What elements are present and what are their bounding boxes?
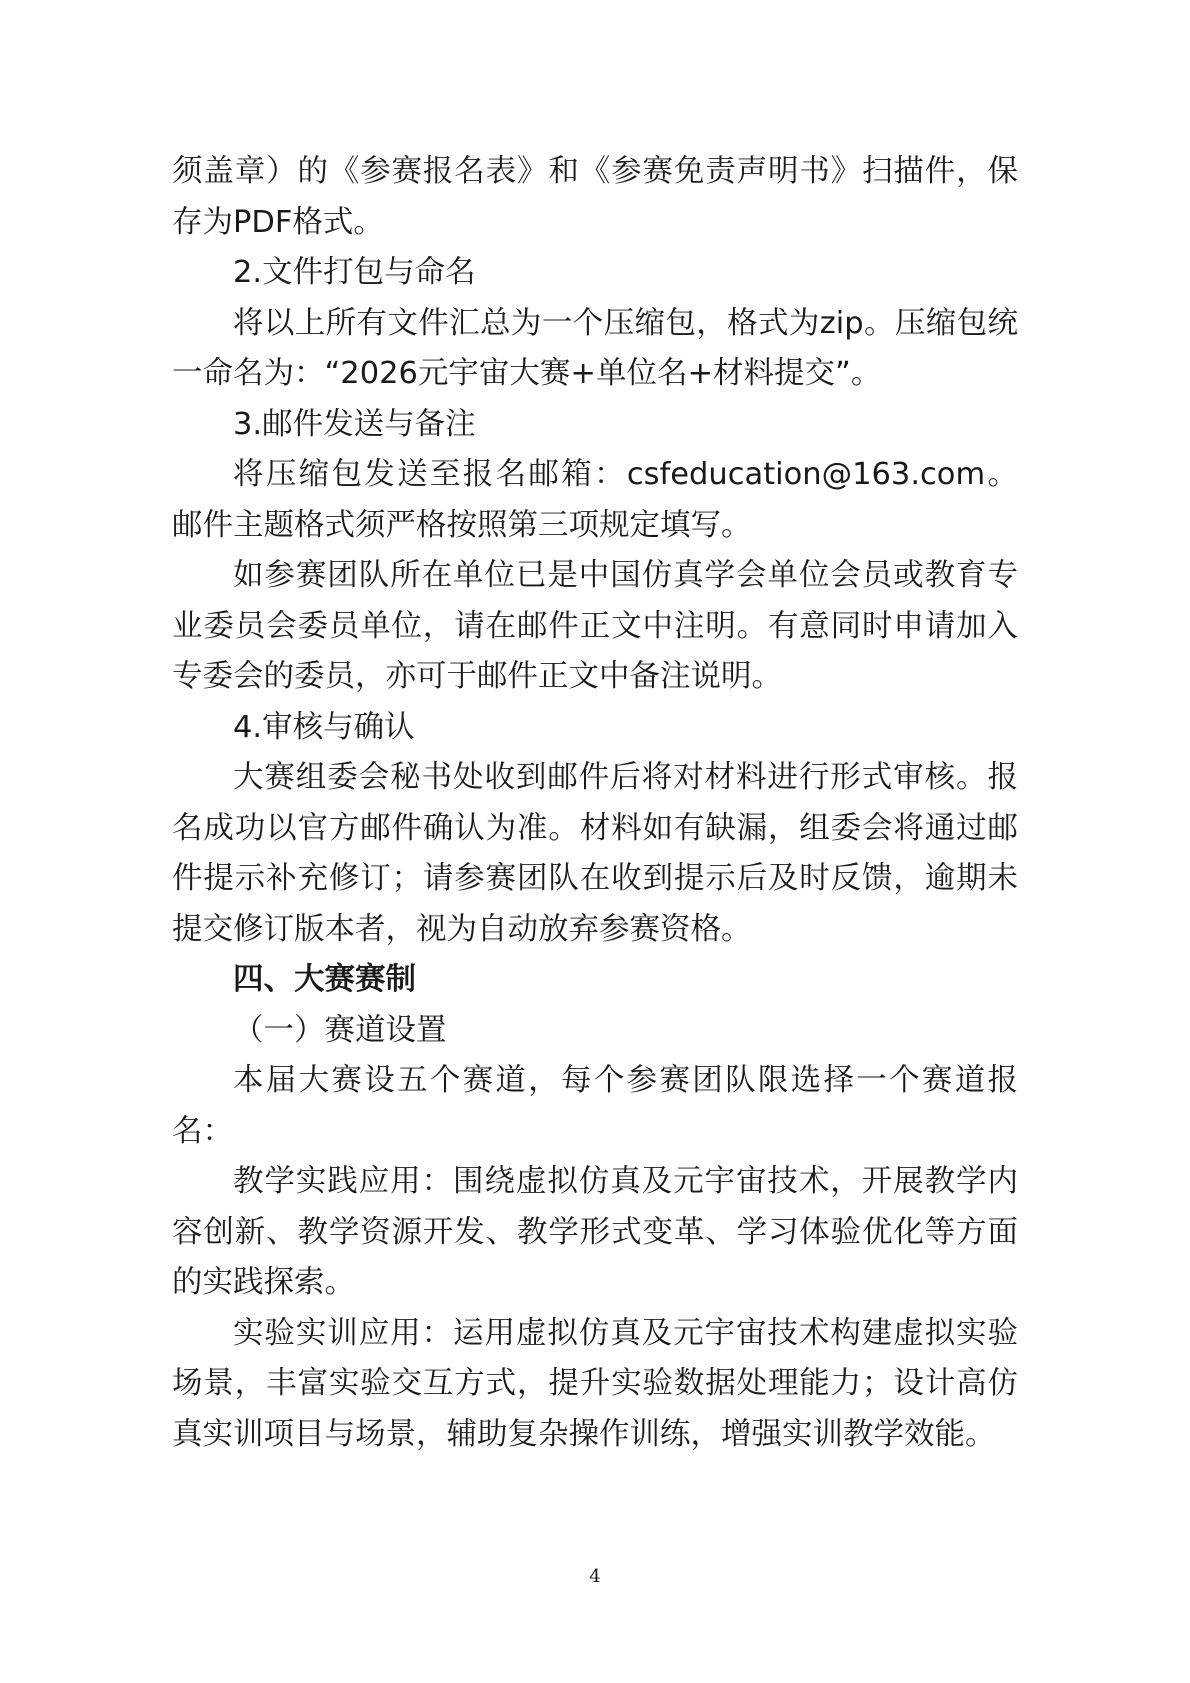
heading-email-sending: 3.邮件发送与备注 <box>233 406 476 442</box>
document-body <box>172 147 1018 1460</box>
page-number: 4 <box>589 1566 601 1587</box>
paragraph-track-teaching: 教学实践应用：围绕虚拟仿真及元宇宙技术，开展教学内容创新、教学资源开发、教学形式变革、学习体验优化等方面的实践探索。 <box>172 1164 1018 1300</box>
paragraph-review: 大赛组委会秘书处收到邮件后将对材料进行形式审核。报名成功以官方邮件确认为准。材料如有缺漏，组委会将通过邮件提示补充修订；请参赛团队在收到提示后及时反馈，逾期未提交修订版本者，视为自动放弃参赛资格。 <box>172 760 1018 947</box>
heading-review: 4.审核与确认 <box>233 709 415 745</box>
subheading-track-setup: （一）赛道设置 <box>233 1012 447 1048</box>
paragraph-track-experiment: 实验实训应用：运用虚拟仿真及元宇宙技术构建虚拟实验场景，丰富实验交互方式，提升实验数据处理能力；设计高仿真实训项目与场景，辅助复杂操作训练，增强实训教学效能。 <box>172 1315 1018 1452</box>
heading-file-packaging: 2.文件打包与命名 <box>233 255 476 290</box>
paragraph-member-note: 如参赛团队所在单位已是中国仿真学会单位会员或教育专业委员会委员单位，请在邮件正文中注明。有意同时申请加入专委会的委员，亦可于邮件正文中备注说明。 <box>172 558 1018 694</box>
paragraph-email-sending: 将压缩包发送至报名邮箱：csfeducation@163.com。邮件主题格式须严格按照第三项规定填写。 <box>172 457 1018 543</box>
section-heading-competition-format: 四、大赛赛制 <box>233 962 416 997</box>
paragraph-continuation: 须盖章）的《参赛报名表》和《参赛免责声明书》扫描件，保存为PDF格式。 <box>172 154 1018 240</box>
paragraph-file-packaging: 将以上所有文件汇总为一个压缩包，格式为zip。压缩包统一命名为：“2026元宇宙大赛+单位名+材料提交”。 <box>172 305 1018 391</box>
paragraph-track-intro: 本届大赛设五个赛道，每个参赛团队限选择一个赛道报名： <box>172 1063 1018 1149</box>
